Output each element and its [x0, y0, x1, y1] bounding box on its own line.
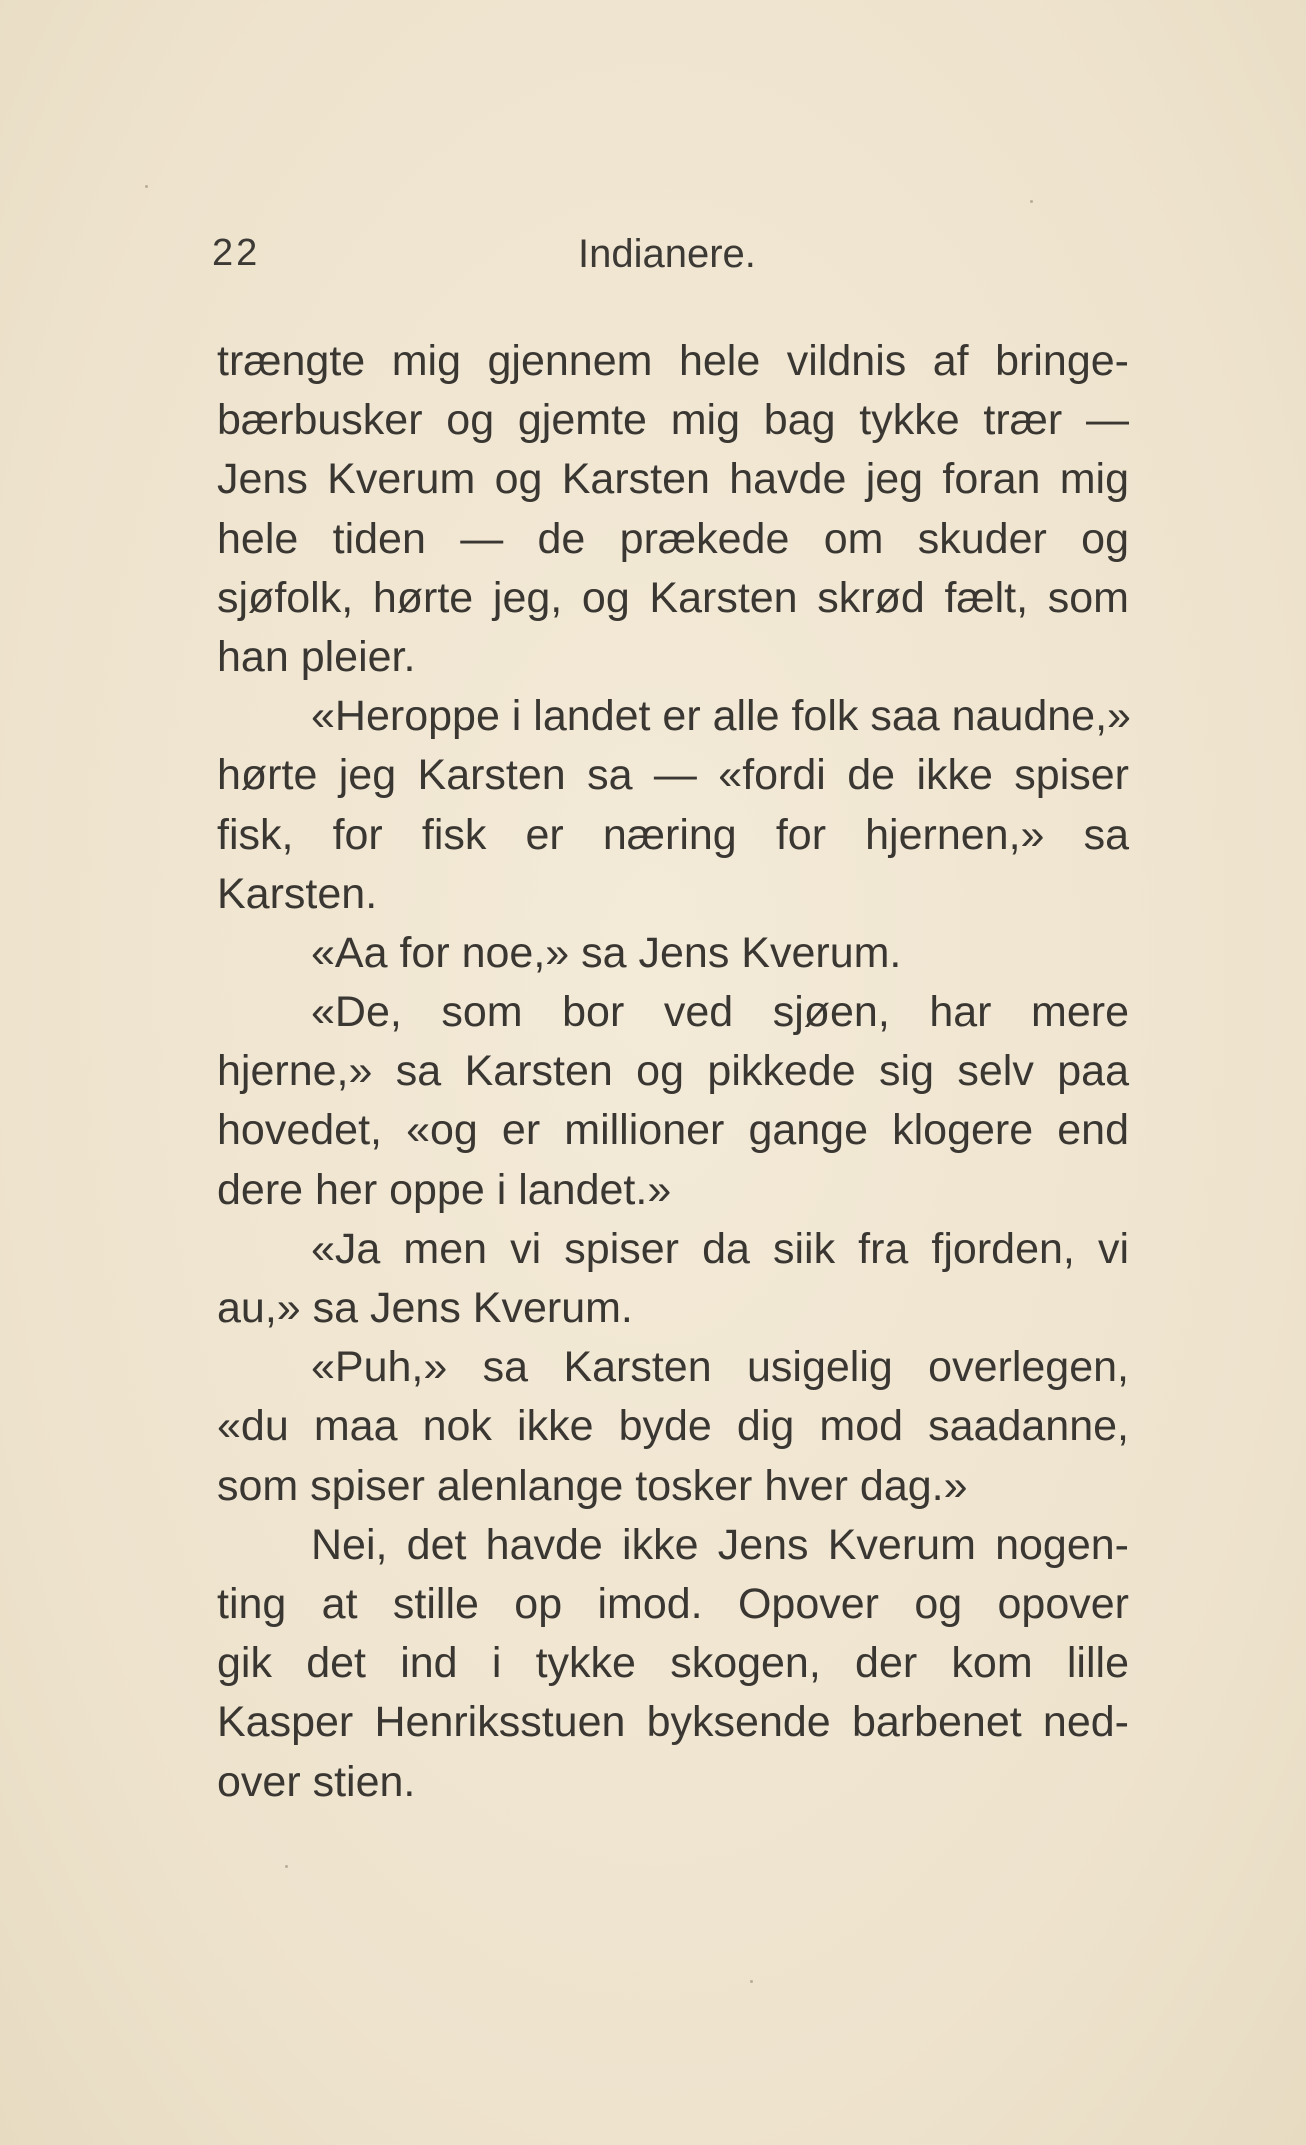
text-line: han pleier. — [217, 632, 416, 681]
paper-speck — [1030, 200, 1033, 203]
text-line: hørte jeg Karsten sa — «fordi de ikke spiser — [217, 751, 1129, 800]
text-line: fisk, for fisk er næring for hjernen,» sa — [217, 810, 1129, 859]
text-line: «Puh,» sa Karsten usigelig overlegen, — [311, 1343, 1129, 1392]
text-line: «De, som bor ved sjøen, har mere — [311, 988, 1129, 1037]
text-line: hele tiden — de prækede om skuder og — [217, 514, 1129, 563]
text-line: Karsten. — [217, 869, 378, 918]
text-line: «Ja men vi spiser da siik fra fjorden, vi — [311, 1224, 1129, 1273]
text-line: dere her oppe i landet.» — [217, 1165, 672, 1214]
paper-speck — [285, 1865, 288, 1868]
text-line: «Heroppe i landet er alle folk saa naudne,» — [311, 692, 1131, 741]
text-line: ting at stille op imod. Opover og opover — [217, 1579, 1129, 1628]
page-number: 22 — [212, 232, 261, 274]
text-line: Nei, det havde ikke Jens Kverum nogen- — [311, 1520, 1129, 1569]
text-line: sjøfolk, hørte jeg, og Karsten skrød fælt, som — [217, 573, 1129, 622]
text-line: hovedet, «og er millioner gange klogere end — [217, 1106, 1129, 1155]
text-line: «du maa nok ikke byde dig mod saadanne, — [217, 1402, 1129, 1451]
text-line: gik det ind i tykke skogen, der kom lille — [217, 1639, 1129, 1688]
running-head — [0, 232, 1306, 292]
text-line: over stien. — [217, 1757, 416, 1806]
text-line: trængte mig gjennem hele vildnis af bringe- — [217, 337, 1129, 385]
text-line: Jens Kverum og Karsten havde jeg foran mig — [217, 455, 1129, 504]
body-text — [217, 332, 1129, 1812]
text-line: hjerne,» sa Karsten og pikkede sig selv paa — [217, 1047, 1129, 1096]
chapter-title: Indianere. — [578, 232, 756, 276]
text-line: «Aa for noe,» sa Jens Kverum. — [311, 928, 902, 977]
text-line: som spiser alenlange tosker hver dag.» — [217, 1461, 968, 1510]
paper-speck — [750, 1980, 753, 1983]
paper-speck — [145, 185, 148, 188]
text-line: au,» sa Jens Kverum. — [217, 1284, 633, 1332]
text-line: Kasper Henriksstuen byksende barbenet ned- — [217, 1698, 1129, 1747]
text-line: bærbusker og gjemte mig bag tykke trær — — [217, 396, 1129, 445]
